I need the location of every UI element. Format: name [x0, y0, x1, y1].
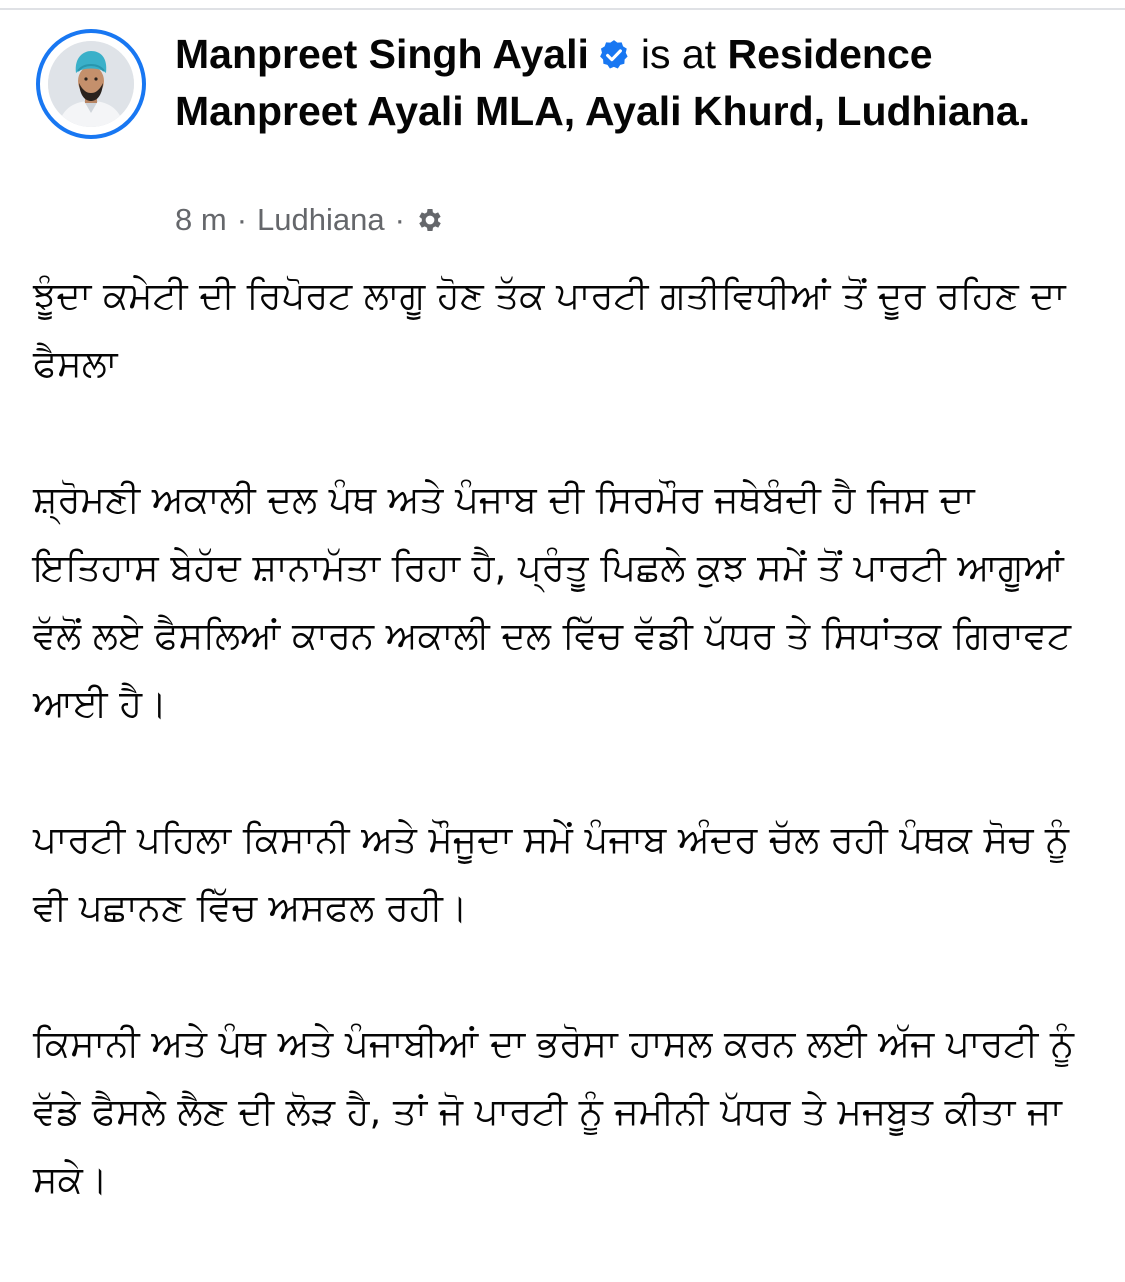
post-paragraph: ਝੂੰਦਾ ਕਮੇਟੀ ਦੀ ਰਿਪੋਰਟ ਲਾਗੂ ਹੋਣ ਤੱਕ ਪਾਰਟੀ ਗਤੀਵਿਧੀਆਂ ਤੋਂ ਦੂਰ ਰਹਿਣ ਦਾ ਫੈਸਲਾ	[33, 274, 1066, 385]
post-paragraph: ਪਾਰਟੀ ਪਹਿਲਾ ਕਿਸਾਨੀ ਅਤੇ ਮੌਜੂਦਾ ਸਮੇਂ ਪੰਜਾਬ ਅੰਦਰ ਚੱਲ ਰਹੀ ਪੰਥਕ ਸੋਚ ਨੂੰ ਵੀ ਪਛਾਨਣ ਵਿੱਚ ਅਸਫਲ ਰਹੀ।	[33, 818, 1070, 929]
post-meta	[175, 200, 445, 240]
post-header	[175, 26, 1105, 140]
avatar[interactable]	[48, 41, 134, 127]
meta-separator: ·	[394, 202, 405, 237]
location-name[interactable]: Residence Manpreet Ayali MLA, Ayali Khurd, Ludhiana.	[175, 31, 1031, 134]
post-body	[33, 262, 1103, 1282]
post-time[interactable]: 8 m	[175, 202, 227, 237]
author-name[interactable]: Manpreet Singh Ayali	[175, 31, 589, 77]
post-paragraph: ਸ਼੍ਰੋਮਣੀ ਅਕਾਲੀ ਦਲ ਪੰਥ ਅਤੇ ਪੰਜਾਬ ਦੀ ਸਿਰਮੌਰ ਜਥੇਬੰਦੀ ਹੈ ਜਿਸ ਦਾ ਇਤਿਹਾਸ ਬੇਹੱਦ ਸ਼ਾਨਾਮੱਤਾ ਰਿਹਾ ਹੈ, ਪ੍ਰੰਤੂ ਪਿਛਲੇ ਕੁਝ ਸਮੇਂ ਤੋਂ ਪਾਰਟੀ ਆਗੂਆਂ ਵੱਲੋਂ ਲਏ ਫੈਸਲਿਆਂ ਕਾਰਨ ਅਕਾਲੀ ਦਲ ਵਿੱਚ ਵੱਡੀ ਪੱਧਰ ਤੇ ਸਿਧਾਂਤਕ ਗਿਰਾਵਟ ਆਈ ਹੈ।	[33, 478, 1071, 725]
profile-avatar-ring[interactable]	[36, 29, 146, 139]
person-photo-icon	[48, 41, 134, 127]
post-paragraph: ਕਿਸਾਨੀ ਅਤੇ ਪੰਥ ਅਤੇ ਪੰਜਾਬੀਆਂ ਦਾ ਭਰੋਸਾ ਹਾਸਲ ਕਰਨ ਲਈ ਅੱਜ ਪਾਰਟੀ ਨੂੰ ਵੱਡੇ ਫੈਸਲੇ ਲੈਣ ਦੀ ਲੋੜ ਹੈ, ਤਾਂ ਜੋ ਪਾਰਟੀ ਨੂੰ ਜਮੀਨੀ ਪੱਧਰ ਤੇ ਮਜਬੂਤ ਕੀਤਾ ਜਾ ਸਕੇ।	[33, 1022, 1075, 1201]
checkin-prefix: is at	[640, 31, 717, 77]
meta-separator: ·	[236, 202, 248, 237]
verified-badge-icon	[597, 38, 631, 72]
post-place[interactable]: Ludhiana	[257, 202, 385, 237]
gear-icon[interactable]	[415, 205, 445, 235]
